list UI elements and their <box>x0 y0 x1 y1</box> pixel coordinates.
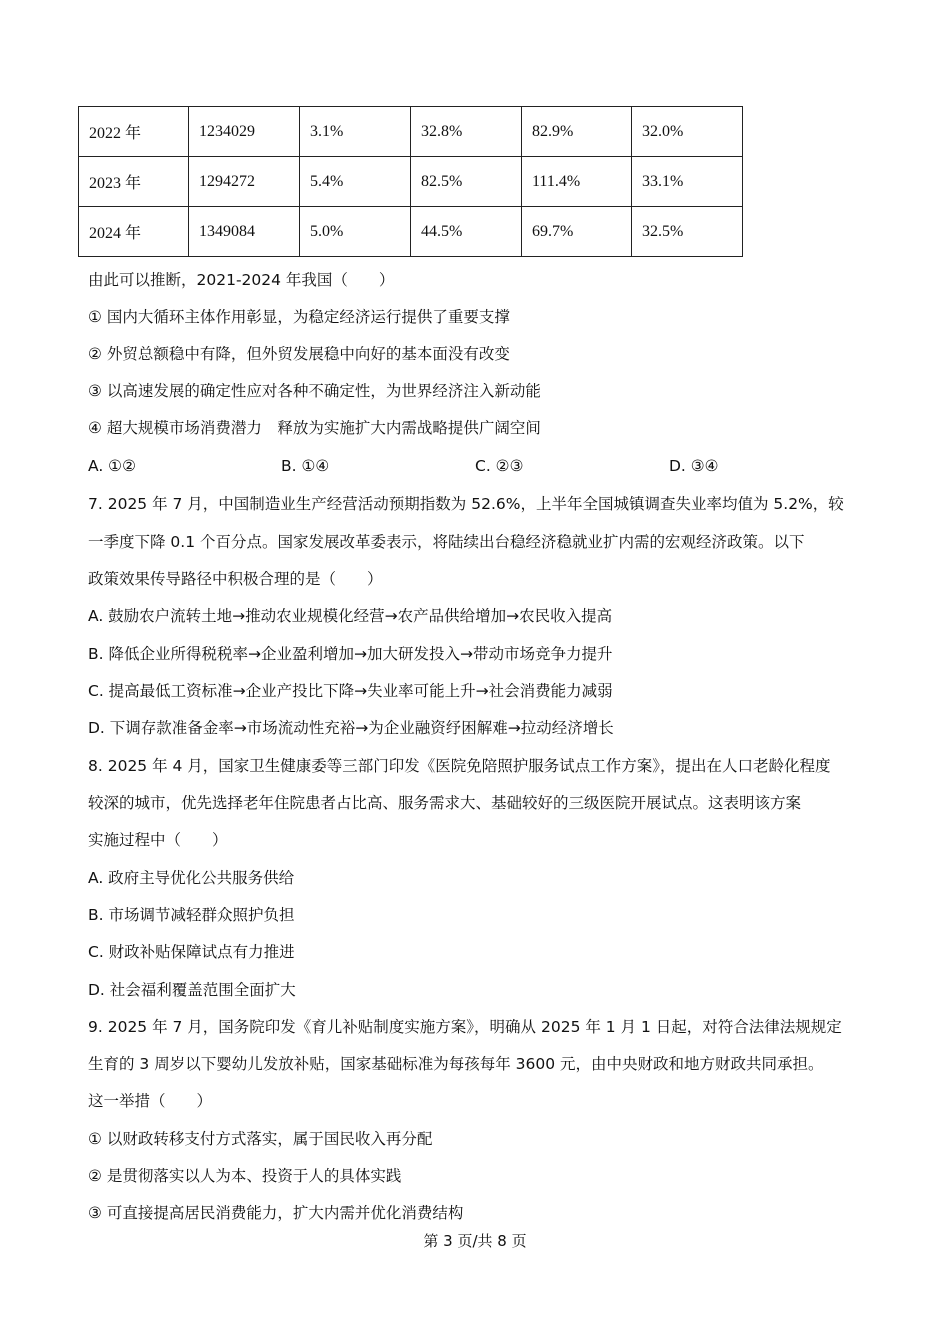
table-cell: 32.8% <box>411 107 522 157</box>
q8-stem-line-3: 实施过程中（ ） <box>88 831 228 849</box>
table-cell: 1349084 <box>189 207 300 257</box>
q8-option-c[interactable]: C. 财政补贴保障试点有力推进 <box>88 943 295 961</box>
table-cell: 32.0% <box>632 107 743 157</box>
table-cell: 82.9% <box>522 107 632 157</box>
table-row <box>79 157 743 207</box>
q6-item-4: ④ 超大规模市场消费潜力 释放为实施扩大内需战略提供广阔空间 <box>88 419 541 437</box>
table-cell: 5.0% <box>300 207 411 257</box>
table-row <box>79 207 743 257</box>
table-cell: 69.7% <box>522 207 632 257</box>
q7-option-b[interactable]: B. 降低企业所得税税率→企业盈利增加→加大研发投入→带动市场竞争力提升 <box>88 645 613 663</box>
q7-option-a[interactable]: A. 鼓励农户流转土地→推动农业规模化经营→农产品供给增加→农民收入提高 <box>88 607 613 625</box>
table-row <box>79 107 743 157</box>
statistics-table <box>78 106 743 257</box>
q6-option-b[interactable]: B. ①④ <box>281 457 330 475</box>
table-cell: 2022 年 <box>79 107 189 157</box>
q8-stem-line-1: 8. 2025 年 4 月，国家卫生健康委等三部门印发《医院免陪照护服务试点工作方案》，提出在人口老龄化程度 <box>88 757 831 775</box>
q8-option-d[interactable]: D. 社会福利覆盖范围全面扩大 <box>88 981 296 999</box>
table-cell: 33.1% <box>632 157 743 207</box>
table-cell: 2023 年 <box>79 157 189 207</box>
q7-option-d[interactable]: D. 下调存款准备金率→市场流动性充裕→为企业融资纾困解难→拉动经济增长 <box>88 719 614 737</box>
q7-stem-line-3: 政策效果传导路径中积极合理的是（ ） <box>88 570 383 588</box>
table-cell: 2024 年 <box>79 207 189 257</box>
q8-option-b[interactable]: B. 市场调节减轻群众照护负担 <box>88 906 295 924</box>
table-cell: 1234029 <box>189 107 300 157</box>
table-cell: 5.4% <box>300 157 411 207</box>
table-cell: 32.5% <box>632 207 743 257</box>
q8-stem-line-2: 较深的城市，优先选择老年住院患者占比高、服务需求大、基础较好的三级医院开展试点。这表明该方案 <box>88 794 802 812</box>
q6-stem: 由此可以推断，2021-2024 年我国（ ） <box>88 271 395 289</box>
q9-stem-line-1: 9. 2025 年 7 月，国务院印发《育儿补贴制度实施方案》，明确从 2025 年 1 月 1 日起，对符合法律法规规定 <box>88 1018 842 1036</box>
table-cell: 3.1% <box>300 107 411 157</box>
table-cell: 44.5% <box>411 207 522 257</box>
q9-stem-line-3: 这一举措（ ） <box>88 1092 213 1110</box>
q6-item-1: ① 国内大循环主体作用彰显，为稳定经济运行提供了重要支撑 <box>88 308 510 326</box>
q9-item-2: ② 是贯彻落实以人为本、投资于人的具体实践 <box>88 1167 402 1185</box>
q7-option-c[interactable]: C. 提高最低工资标准→企业产投比下降→失业率可能上升→社会消费能力减弱 <box>88 682 613 700</box>
q6-item-3: ③ 以高速发展的确定性应对各种不确定性，为世界经济注入新动能 <box>88 382 541 400</box>
q9-item-1: ① 以财政转移支付方式落实，属于国民收入再分配 <box>88 1130 433 1148</box>
page-number-footer: 第 3 页/共 8 页 <box>423 1232 527 1250</box>
q9-item-3: ③ 可直接提高居民消费能力，扩大内需并优化消费结构 <box>88 1204 464 1222</box>
q6-item-2: ② 外贸总额稳中有降，但外贸发展稳中向好的基本面没有改变 <box>88 345 510 363</box>
q8-option-a[interactable]: A. 政府主导优化公共服务供给 <box>88 869 295 887</box>
table-cell: 82.5% <box>411 157 522 207</box>
q9-stem-line-2: 生育的 3 周岁以下婴幼儿发放补贴，国家基础标准为每孩每年 3600 元，由中央财政和地方财政共同承担。 <box>88 1055 824 1073</box>
table-cell: 1294272 <box>189 157 300 207</box>
q6-option-a[interactable]: A. ①② <box>88 457 136 475</box>
q7-stem-line-2: 一季度下降 0.1 个百分点。国家发展改革委表示，将陆续出台稳经济稳就业扩内需的宏观经济政策。以下 <box>88 533 805 551</box>
q7-stem-line-1: 7. 2025 年 7 月，中国制造业生产经营活动预期指数为 52.6%，上半年全国城镇调查失业率均值为 5.2%，较 <box>88 495 844 513</box>
q6-option-c[interactable]: C. ②③ <box>475 457 524 475</box>
table-cell: 111.4% <box>522 157 632 207</box>
q6-option-d[interactable]: D. ③④ <box>669 457 719 475</box>
